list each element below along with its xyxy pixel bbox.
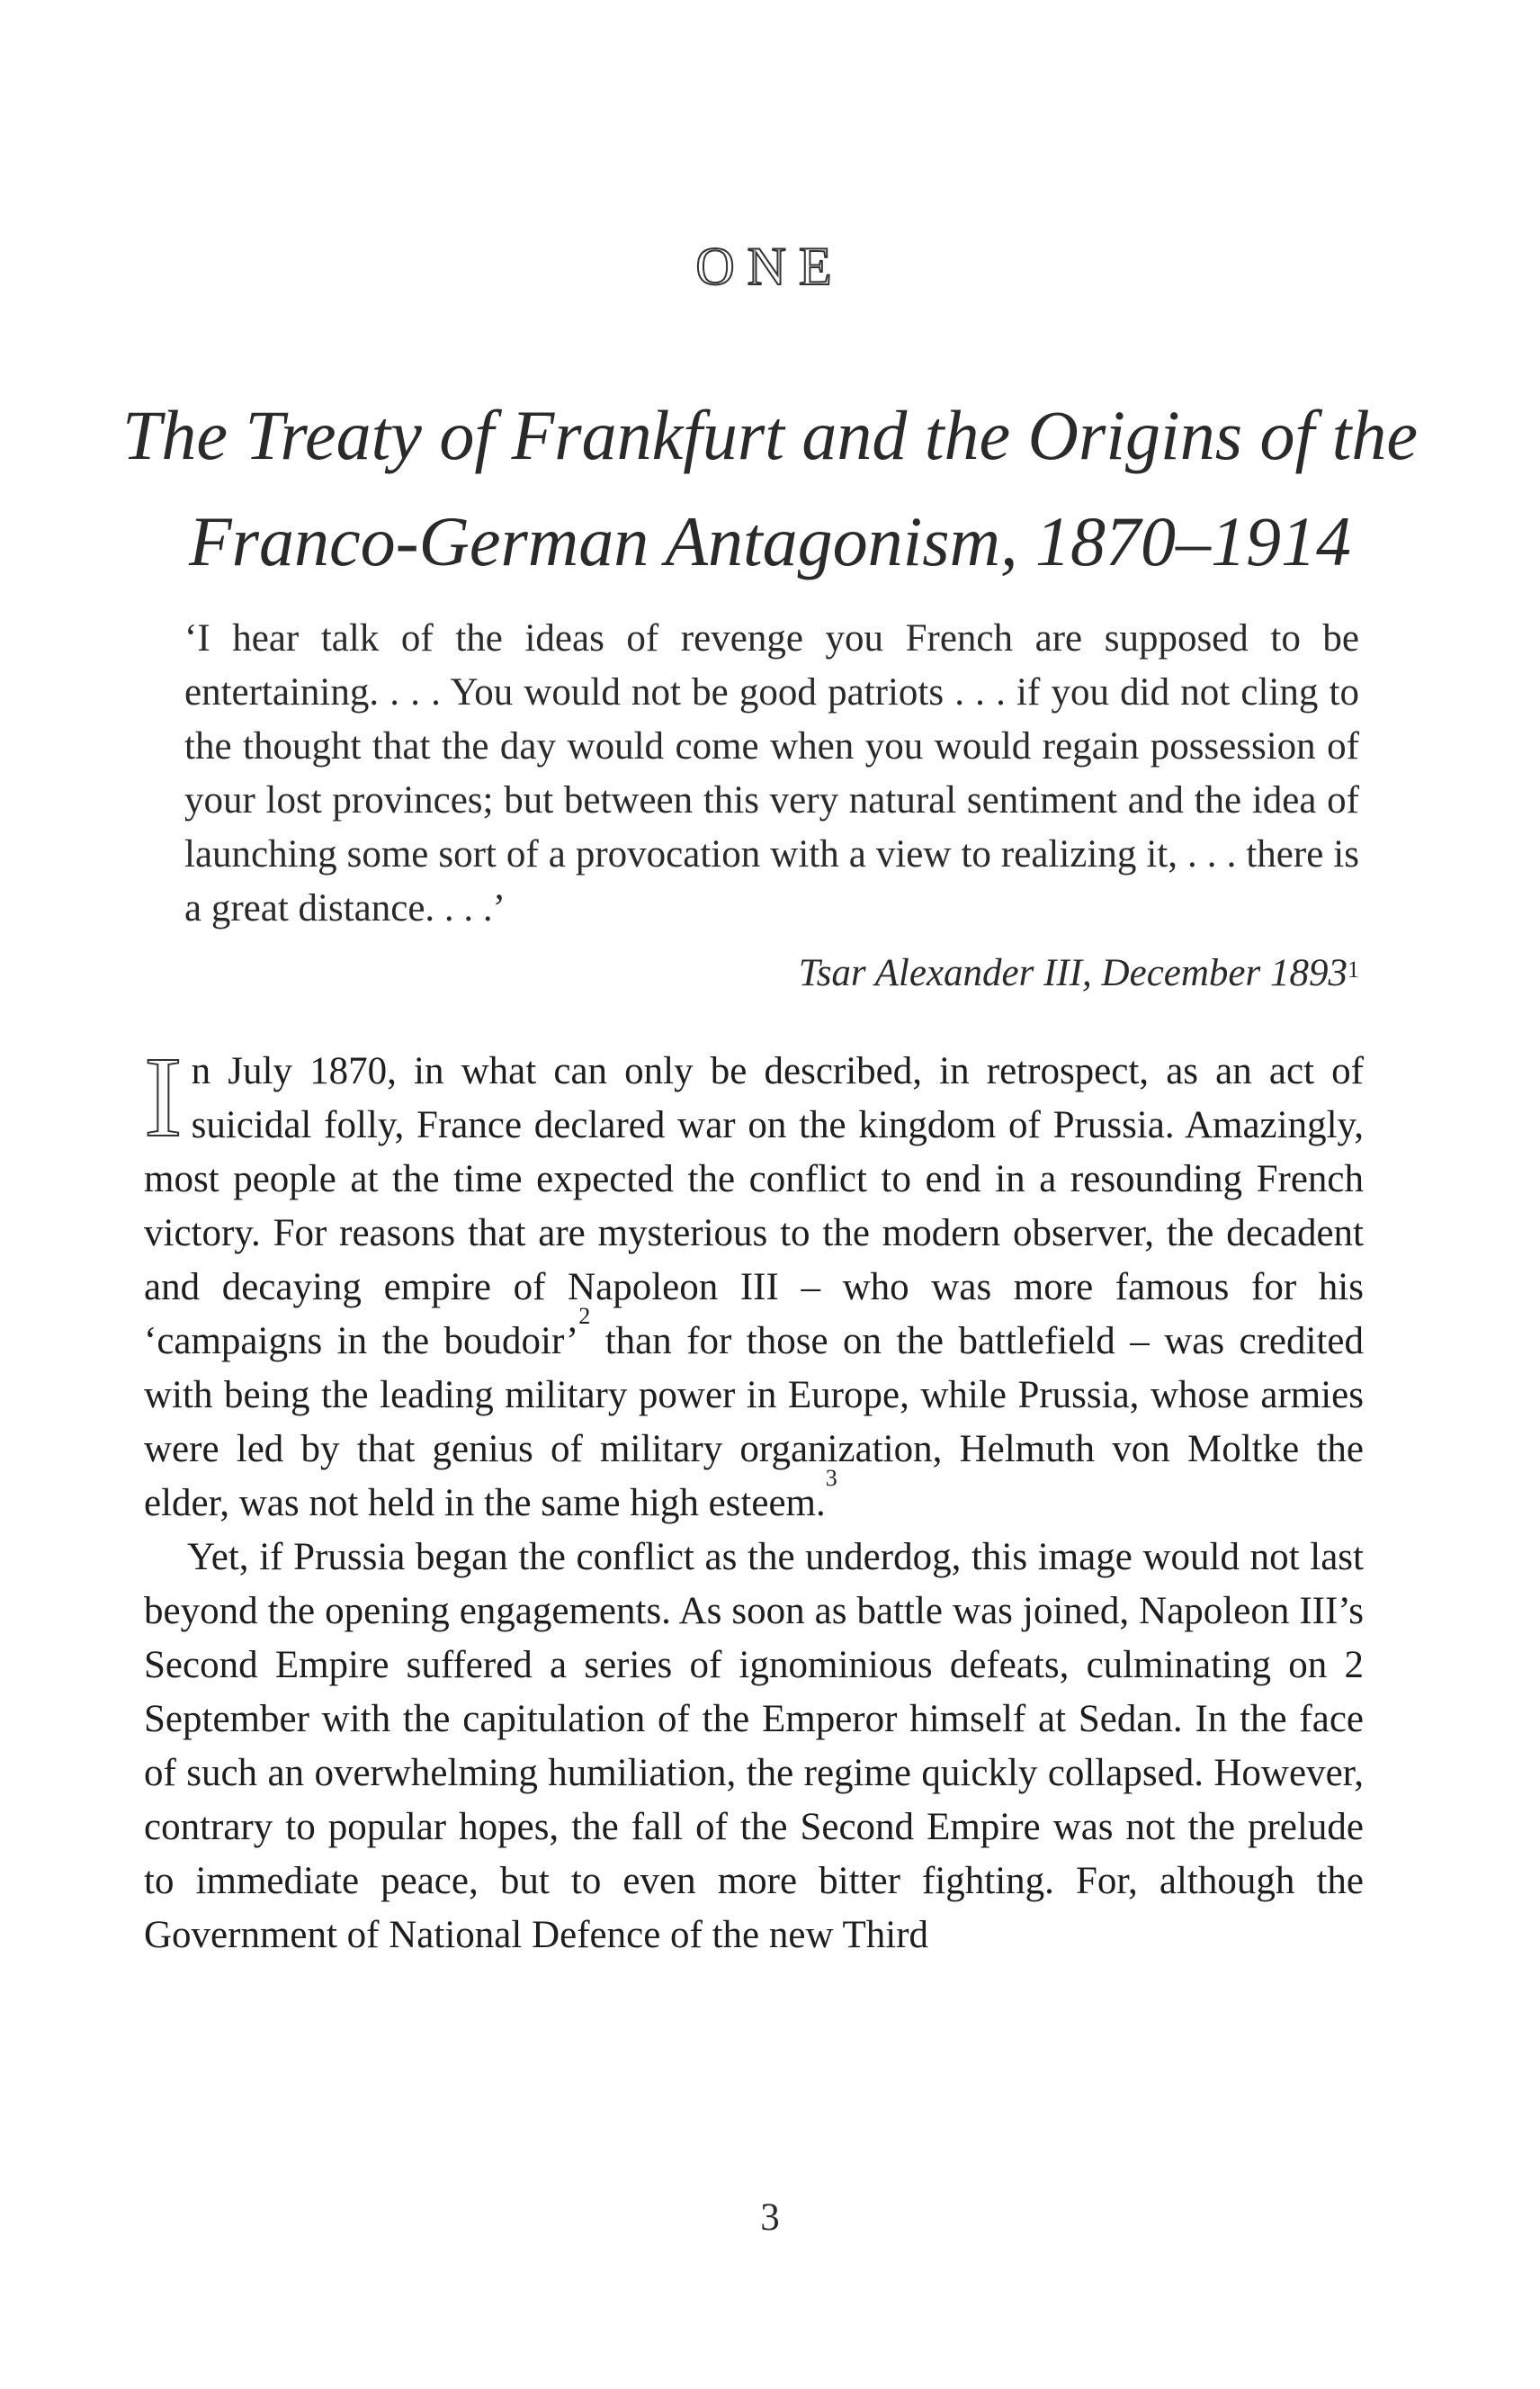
chapter-number: ONE xyxy=(695,237,845,296)
footnote-marker: 2 xyxy=(578,1303,591,1329)
paragraph-1-text-a: n July 1870, in what can only be described, in retrospect, as an act of suicidal folly, France declared war on the kingdom of Prussia. Amazingly, most people at the time expected the conflict to end in a resounding French victory. For reasons that are mysterious to the modern observer, the decadent and decaying empire of Napoleon III – who was more famous for his ‘campaigns in the boudoir’ xyxy=(144,1050,1364,1362)
epigraph-attribution xyxy=(184,947,1359,1001)
footnote-marker: 1 xyxy=(1348,956,1359,983)
paragraph-2: Yet, if Prussia began the conflict as the underdog, this image would not last beyond the opening engagements. As soon as battle was joined, Napoleon III’s Second Empire suffered a series of ignominious defeats, culminating on 2 September with the capitulation of the Emperor himself at Sedan. In the face of such an overwhelming humiliation, the regime quickly collapsed. However, contrary to popular hopes, the fall of the Second Empire was not the prelude to immediate peace, but to even more bitter fighting. For, although the Government of National Defence of the new Third xyxy=(144,1536,1364,1956)
body-text xyxy=(144,1033,1364,1962)
chapter-title-line-1: The Treaty of Frankfurt and the Origins of the xyxy=(121,396,1419,474)
chapter-title-line-2: Franco-German Antagonism, 1870–1914 xyxy=(189,502,1351,580)
paragraph-1 xyxy=(144,1033,1364,1531)
paragraph-1-text-b: than for those on the battlefield – was credited with being the leading military power in Europe, while Prussia, whose armies were led by that genius of military organization, Helmuth von Moltke the elder, was not held in the same high esteem. xyxy=(144,1320,1364,1524)
chapter-title xyxy=(117,382,1423,595)
drop-cap: I xyxy=(144,1033,183,1161)
attribution-text: Tsar Alexander III, December 1893 xyxy=(798,952,1348,994)
page-number: 3 xyxy=(760,2196,780,2239)
footnote-marker: 3 xyxy=(825,1465,837,1491)
epigraph-quote: ‘I hear talk of the ideas of revenge you French are supposed to be entertaining. . . . You would not be good patriots . . . if you did not cling to the thought that the day would come when you would regain possession of your lost provinces; but between this very natural sentiment and the idea of launching some sort of a provocation with a view to realizing it, . . . there is a great distance. . . .’ xyxy=(184,617,1359,930)
